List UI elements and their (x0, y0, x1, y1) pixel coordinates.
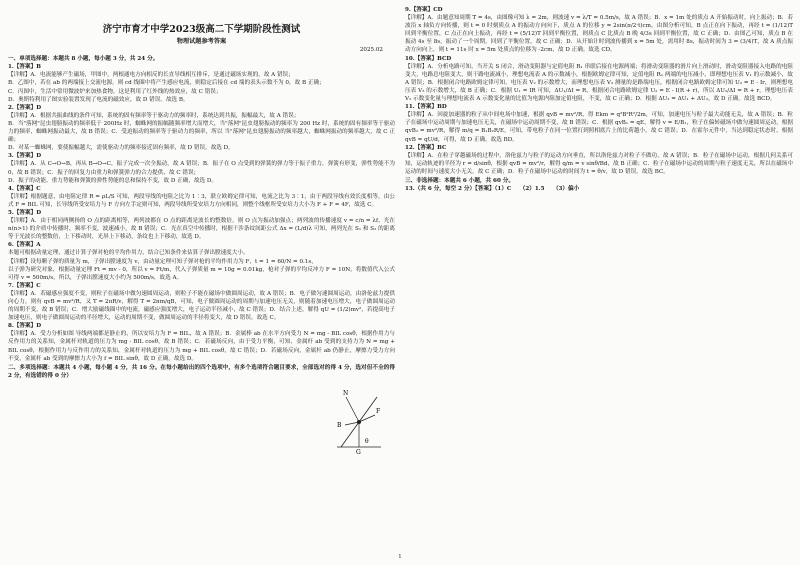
explanation-paragraph: D．对某一蜘蛛网，要使振幅越大，需使驱动力的频率接近固有频率，故 D 错误。故选 D。 (8, 145, 234, 152)
answer-heading: 4.【答案】C (8, 185, 41, 192)
answer-heading: 5.【答案】D (8, 209, 42, 216)
explanation-paragraph: D．奥斯特利用了图实验装置发现了电流的磁效应，故 D 错误。故选 B。 (8, 96, 189, 103)
fig-label-n: N (343, 390, 349, 397)
force-diagram (331, 377, 389, 455)
answer-heading: 11.【答案】BD (405, 104, 447, 111)
explanation-paragraph: 【详解】A．分析电路可知，当开关 S 闭合，滑动变阻器与定值电阻 R₁ 串联后接在电源两端；将滑动变阻器的滑片向上滑动时，滑动变阻器接入电路的电阻变大，电路总电阻变大，则干路电流减小，理想电流表 A 的示数减小，根据欧姆定律可知，定值电阻 R₁ 两端的电压减小，即理想电压表 V₁ 的示数减小，故 A 错误；B．根据闭合电路欧姆定律可知，电压表 V₂ 的示数增大，而理想电压表 V₃ 测量的是路端电压，根据闭合电路欧姆定律可知 U₃ = E - Ir，则理想电压表 V₃ 的示数增大，故 B 正确；C．根据 U₁ = IR 可知，ΔU₁/ΔI = R，根据闭合电路欧姆定律 U₂ = E - I(R + r)，所以 ΔU₂/ΔI = R + r，理想电压表 V₂ 示数变化量与理想电流表 A 示数变化量的比值为电源内阻加定值电阻，不变，故 C 正确；D．根据 ΔU₃ = ΔU₁ + ΔU₂，故 D 正确。故选 BCD。 (405, 63, 793, 103)
fig-label-theta: θ (365, 438, 369, 445)
page-number: 1 (398, 554, 402, 560)
section-heading: 二、多项选择题：本题共 4 小题，每小题 4 分，共 16 分。在每小题给出的四个选项中，有多个选项符合题目要求，全部选对的得 4 分，选对但不全的得 2 分，有选错的得 0 分） (8, 364, 395, 379)
explanation-paragraph: 【详解】根据题意，由电阻定律 R = ρL/S 可知，两段导线的电阻之比为 1∶3，联立欧姆定律可知，电流之比为 3∶1，由于两段导线有效长度相等，由公式 F = BIL 可知，长导线所受安培力与 F 方向左手定则可知，两段导线所受安培力方向相同，则整个线框所受安培力大小为 F + F = 4F，故选 C。 (8, 193, 395, 208)
answer-heading: 3.【答案】D (8, 153, 42, 160)
explanation-paragraph: 本题可根据动量定理，通过计算子弹对枪的平均作用力，结合已知条件来估算子弹出膛速度大小。 (8, 250, 249, 257)
explanation-paragraph: D．振子的动能、重力势能和弹簧的弹性势能的总和保持不变，故 D 正确，故选 D。 (8, 177, 217, 184)
explanation-paragraph: 【详解】A．根据共振曲线的条件可知，系统的固有频率等于驱动力的频率时，系统达到共振，振幅最大，故 A 错误； (8, 112, 300, 119)
explanation-paragraph: C．丙图中，生活中常用微波炉来加热食物，这是利用了红外线的热效应，故 C 错误； (8, 88, 222, 95)
explanation-paragraph: 【详解】A．在粒子穿越磁场的过程中，洛伦兹力与粒子的运动方向垂直，所以洛伦兹力对粒子不做功，故 A 错误；B．粒子在磁场中运动，根据几何关系可知，运动轨迹的半径为 r = d/sinθ，根据 qvB = mv²/r，解得 q/m = v sinθ/Bd，故 B 正确；C．粒子在磁场中运动的周期与粒子速度无关，所以在磁场中运动的时间与速度大小无关，故 C 正确；D．粒子在磁场中运动的时间为 t = θ/v，故 D 错误。故选 BC。 (405, 152, 793, 175)
fig-label-f: F (376, 408, 381, 415)
section-heading: 三、非选择题：本题共 6 小题，共 60 分。 (405, 177, 514, 184)
explanation-paragraph: B．当"落网"昆虫翅膀振动的频率低于 200Hz 时，蜘蛛网的振幅随频率增大而增大，当"落网"昆虫翅膀振动的频率为 200 Hz 时，系统的固有频率等于驱动力的频率，蜘蛛网振动最大，故 B 错误；C．受迫振动的频率等于驱动力的频率，所以 当"落网"昆虫翅膀振动的频率越大，蜘蛛网振动的频率越大，故 C 正确； (8, 120, 395, 144)
page-subtitle: 物理试题参考答案 (176, 38, 227, 45)
answer-heading: 1.【答案】B (8, 64, 41, 71)
answer-heading: 2.【答案】D (8, 104, 42, 111)
answer-heading: 8.【答案】D (8, 323, 42, 330)
fig-label-b: B (337, 422, 342, 429)
answer-heading: 7.【答案】C (8, 282, 41, 289)
right-body (405, 6, 793, 193)
explanation-paragraph: 【详解】A．由于相同两侧扬的 O 点的距离相等，两列波都在 O 点的距离是波长的整数倍，则 O 点为振动加强点；两列波的传播速度 v = c/n = λf，光在 n(n>1) 的介质中传播时，频率不变，波速减小，故 B 错误；C．光在真空中传播时，根据干涉条纹间距公式 Δx = (L/d)λ 可知，两列光在 S₁ 和 S₂ 的距离等于光波长的整数倍，上下移动时，光屏上下移动，条纹也上下移动，故选 D。 (8, 218, 395, 241)
answer-heading: 12.【答案】BC (405, 144, 447, 151)
fig-label-g: G (356, 449, 361, 455)
answer-heading: 6.【答案】A (8, 242, 41, 249)
page-title: 济宁市育才中学2023级高二下学期阶段性测试 (102, 24, 301, 35)
answer-heading: 13.（共 6 分，每空 2 分）【答案】（1）C （2）1.5 （3）偏小 (405, 186, 580, 193)
exam-date: 2025.02 (359, 47, 383, 54)
left-column (8, 6, 395, 380)
answer-heading: 9.【答案】CD (405, 7, 443, 13)
explanation-paragraph: 【详解】A．若磁感应强度不变，则粒子在磁场中做匀速圆周运动，则粒子不能在磁场中做圆周运动，故 A 错误；B．电子做匀速圆周运动，由洛伦兹力提供向心力，则有 qvB = mv²/R，又 T = 2πR/v，解得 T = 2πm/qB，可知，电子做圆周运动的周期与加速电压无关，则随着加速电压增大，电子做圆周运动的周期不变，故 B 错误；C．增大励磁线圈中的电流，磁感应强度增大，电子运动半径减小，故 C 错误；D．结合上述，解得 qU = (1/2)mv²，若提高电子加速电压，则电子做圆周运动的半径增大，运动的周期不变，做圆周运动的半径将变大，故 D 错误。故选 C。 (8, 290, 395, 322)
explanation-paragraph: 【详解】A．从 C→O→B，再从 B→O→C，振子完成一次全振动，故 A 错误；B．振子在 O 点受到的弹簧的弹力等于振子重力，弹簧有形变，弹性势能不为 0，故 B 错误；C．振子的回复力由重力和弹簧弹力的合力提供，故 C 错误； (8, 161, 395, 176)
explanation-paragraph: B．乙图中，若在 ab 的两端接上交流电源，则 cd 线圈中将产生感应电流，则稳定后接在 cd 端的表头示数不为 0，故 B 正确； (8, 80, 325, 87)
answer-heading: 10.【答案】BCD (405, 55, 452, 62)
explanation-paragraph: 【详解】设每颗子弹的质量为 m，子弹出膛速度为 v，由动量定理可知子弹对枪的平均作用力为 F，t = 1 = 60/N = 0.1s， (8, 258, 317, 265)
explanation-paragraph: 以子弹为研究对象，根据动量定理 Ft = mv - 0，所以 v = Ft/m，代入子弹质量 m = 10g = 0.01kg，枪对子弹的平均反冲力 F = 10N，将数值代入公式可得 v = 500m/s，所以，子弹出膛速度大小约为 500m/s，故选 A。 (8, 266, 395, 281)
explanation-paragraph: 【详解】A．回旋加速器的粒子从中间电场中加速，根据 qvB = mv²/R，得 Ekm = q²B²R²/2m，可知，加速电压与粒子最大动能无关，故 A 错误；B．粒子在磁场中运动周期与加速电压无关，在磁场中运动周期不变，故 B 错误；C．根据 qvB₁ = qE，解得 v = E/B₁，粒子在偏转磁场中做匀速圆周运动，根据 qvB₂ = mv²/R，解得 m/q = B₁B₂R/E，可知，带电粒子在同一位置打到照相底片上的比荷越小，故 C 错误；D．在霍尔元件中，当达到稳定状态时，根据 qvB = qU/d，可得，故 D 正确。故选 BD。 (405, 112, 793, 143)
section-heading: 一、单项选择题：本题共 8 小题，每小题 3 分，共 24 分。 (8, 56, 159, 63)
explanation-paragraph: 【详解】A．电流能够产生磁场，甲图中，两根通电方向相反的长直导线相互排斥，是通过磁场实现的，故 A 错误； (8, 72, 294, 79)
right-column (405, 6, 793, 193)
left-body (8, 55, 395, 380)
explanation-paragraph: 【详解】A．受力分析如图 导线两端都是静止的，所以安培力为 F = BIL，故 A 错误；B．金属棒 ab 在水平方向受力 N = mg - BIL cosθ，根据作用力与反作用力的关系知，金属杆对轨道的压力为 mg - BIL cosθ，故 B 错误；C．若磁场反向，由于受力平衡，可知，金属杆 ab 受到的支持力为 N = mg + BIL cosθ，根据作用力与反作用力的关系知，金属杆对轨道的压力为 mg + BIL cosθ，故 C 错误；D．若磁场反向，金属杆 ab 仍静止，摩擦力受力方向不变，金属杆 ab 受到的摩擦力大小为 f = BIL sinθ，故 D 正确。故选 D。 (8, 331, 395, 362)
explanation-paragraph: 【详解】A．由题意知周期 T = 4s，由图像可知 λ = 2m，则波速 v = λ/T = 0.5m/s，故 A 错误；B．x = 1m 处的质点 A 开始振动时，向上振动；B．若波沿 x 轴负方向传播，则 t = 0 时刻质点 A 的振动方向向下，质点 A 的位移 y = 2sin(π/2·t)cm，由图分析可知，B 点正在向下振动，再经 t = (1/12)T 回到平衡位置，C 点正在向上振动，再经 t = (5/12)T 回到平衡位置，则质点 C 比质点 B 晚 4/3s 回到平衡位置，故 C 正确；D．由图乙可知，质点 B 在振动 4s 至 8s，振动了一个周期，回到了平衡位置，故 C 正确；D．从开始计时到波传播到 x = 5m 处，需用时 8s，振动时间为 3 = (3/4)T，故 A 质点振动方向向上，则 t = 11s 时 x = 5m 处质点的位移为 -2cm，故 D 正确。故选 CD。 (405, 15, 793, 54)
